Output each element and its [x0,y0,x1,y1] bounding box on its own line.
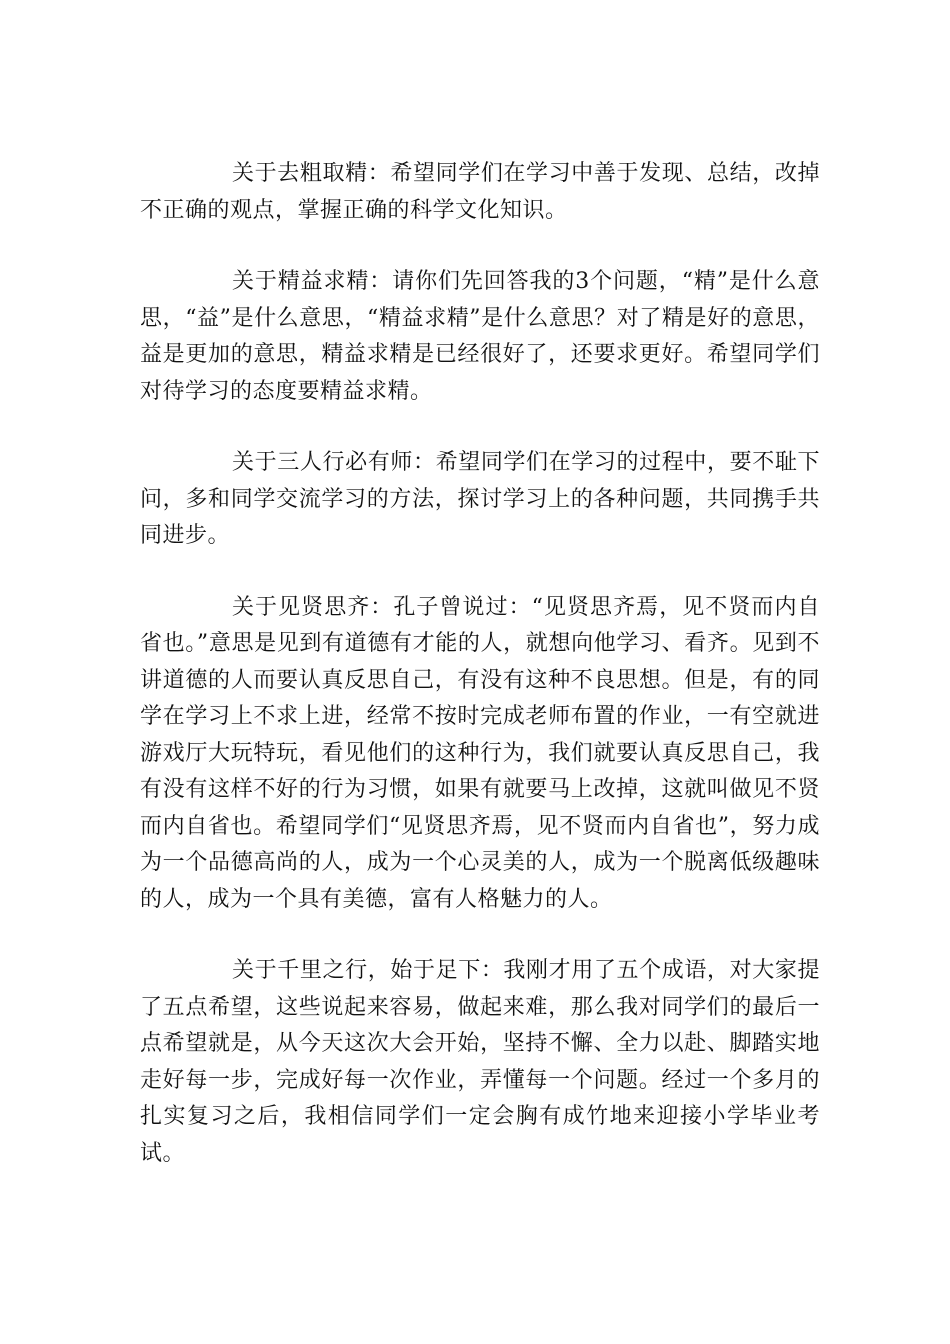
paragraph-jing-yi-qiu-jing: 关于精益求精：请你们先回答我的3个问题，“精”是什么意思，“益”是什么意思，“精益求精”是什么意思？对了精是好的意思，益是更加的意思，精益求精是已经很好了，还要求更好。希望同学们对待学习的态度要精益求精。 [140,269,820,404]
paragraph-san-ren-xing: 关于三人行必有师：希望同学们在学习的过程中，要不耻下问，多和同学交流学习的方法，探讨学习上的各种问题，共同携手共同进步。 [140,450,820,548]
paragraph-jian-xian-si-qi: 关于见贤思齐：孔子曾说过：“见贤思齐焉，见不贤而内自省也。”意思是见到有道德有才能的人，就想向他学习、看齐。见到不讲道德的人而要认真反思自己，有没有这种不良思想。但是，有的同学在学习上不求上进，经常不按时完成老师布置的作业，一有空就进游戏厅大玩特玩，看见他们的这种行为，我们就要认真反思自己，我有没有这样不好的行为习惯，如果有就要马上改掉，这就叫做见不贤而内自省也。希望同学们“见贤思齐焉，见不贤而内自省也”，努力成为一个品德高尚的人，成为一个心灵美的人，成为一个脱离低级趣味的人，成为一个具有美德，富有人格魅力的人。 [140,594,820,912]
paragraph-qu-cu-qu-jing: 关于去粗取精：希望同学们在学习中善于发现、总结，改掉不正确的观点，掌握正确的科学文化知识。 [140,161,820,223]
document-body [140,156,820,1207]
paragraph-qian-li-zhi-xing: 关于千里之行，始于足下：我刚才用了五个成语，对大家提了五点希望，这些说起来容易，做起来难，那么我对同学们的最后一点希望就是，从今天这次大会开始，坚持不懈、全力以赴、脚踏实地走好每一步，完成好每一次作业，弄懂每一个问题。经过一个多月的扎实复习之后，我相信同学们一定会胸有成竹地来迎接小学毕业考试。 [140,958,820,1166]
